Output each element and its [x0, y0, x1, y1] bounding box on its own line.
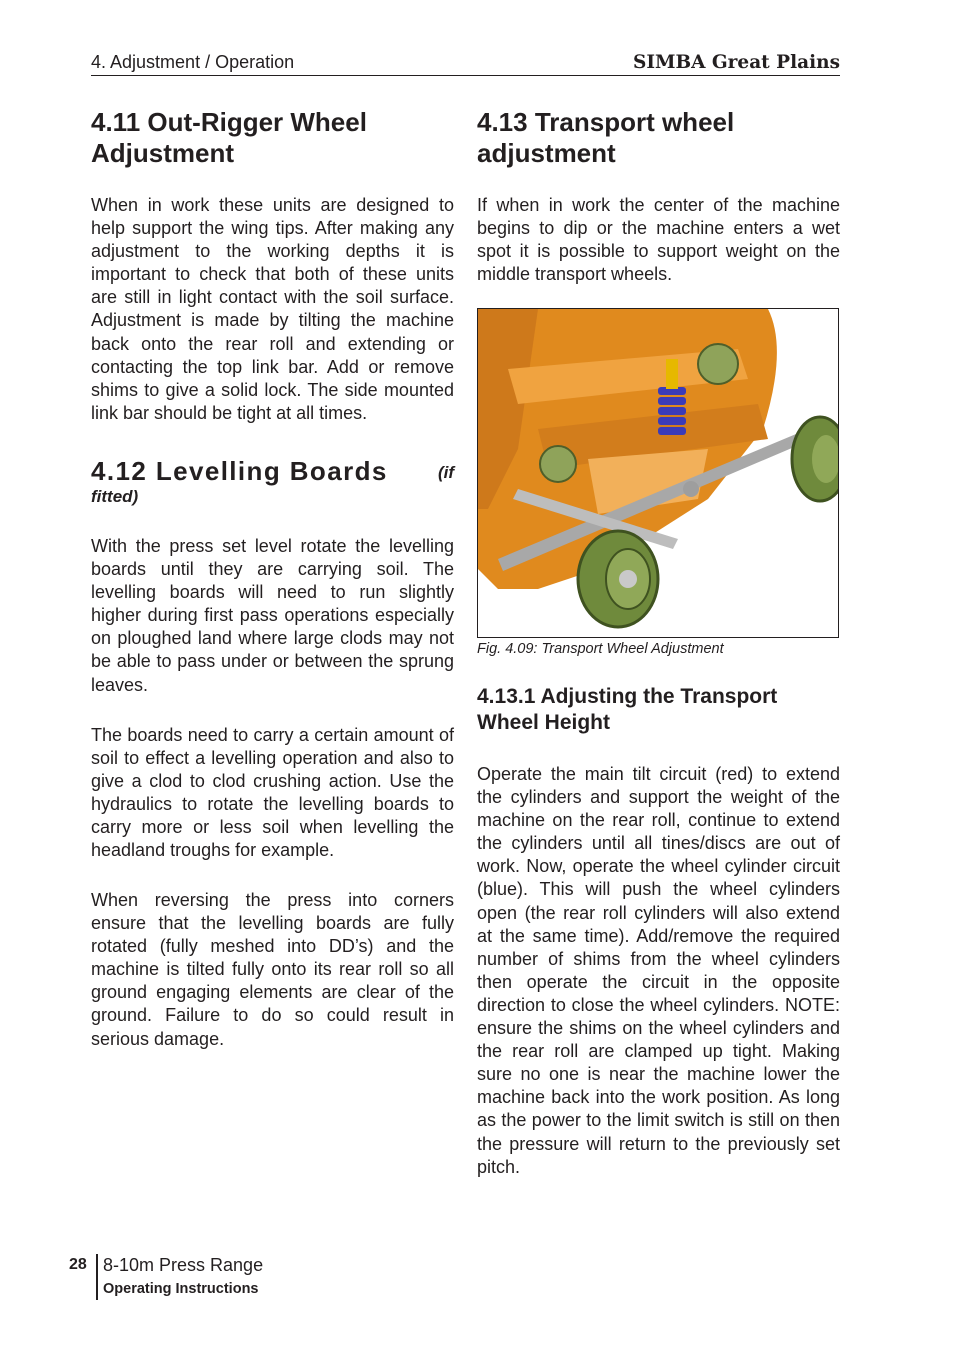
- footer-subtitle: Operating Instructions: [103, 1281, 259, 1297]
- section-4-12-title: 4.12 Levelling Boards: [91, 456, 388, 486]
- section-4-13-title: 4.13 Transport wheel adjustment: [477, 107, 735, 168]
- section-4-12-paragraph-2: The boards need to carry a certain amount of soil to effect a levelling operation and also to give a clod to clod crushing action. Use the hydraulics to rotate the levelling boards to carry more or less soil when levelling the headland troughs for example.: [91, 725, 454, 861]
- section-4-13-body: If when in work the center of the machine begins to dip or the machine enters a wet spot it is possible to support weight on the middle transport wheels.: [477, 195, 840, 285]
- section-4-12-paragraph-3: When reversing the press into corners ensure that the levelling boards are fully rotated (fully meshed into DD’s) and the machine is tilted fully onto its rear roll so all ground engaging elements are clear of the ground. Failure to do so could result in serious damage.: [91, 890, 454, 1049]
- transport-wheel-illustration: [478, 309, 838, 637]
- section-4-12-paragraph-1: With the press set level rotate the levelling boards until they are carrying soil. The levelling boards will need to run slightly higher during first pass operations especially on ploughed land where large clods may not be able to pass under or between the sprung leaves.: [91, 536, 454, 695]
- brand-logo: SIMBA Great Plains: [632, 52, 840, 73]
- section-4-11-body: When in work these units are designed to help support the wing tips. After making any adjustment to the working depths it is important to check that both of these units are still in light contact with the soil surface. Adjustment is made by tilting the machine back onto the rear roll and extending or contacting the top link bar. Add or remove shims to give a solid lock. The side mounted link bar should be tight at all times.: [91, 195, 454, 423]
- footer-divider: [96, 1254, 98, 1300]
- section-4-11-title: 4.11 Out-Rigger Wheel Adjustment: [91, 107, 367, 168]
- header-section-title: 4. Adjustment / Operation: [91, 52, 295, 72]
- section-4-13-1-body: Operate the main tilt circuit (red) to extend the cylinders and support the weight of the machine on the rear roll, continue to extend the cylinders until all tines/discs are out of work. Now, operate the wheel cylinder circuit (blue). This will push the wheel cylinders open (the rear roll cylinders will also extend at the same time). Add/remove the required number of shims from the wheel cylinders then operate the circuit in the opposite direction to close the wheel cylinders. NOTE: ensure the shims on the wheel cylinders and the rear roll are clamped up tight. Making sure no one is near the machine lower the machine back into the work position. As long as the power to the limit switch is still on then the pressure will return to the previously set pitch.: [477, 764, 840, 1177]
- page-number: 28: [69, 1256, 87, 1273]
- section-4-13-1-title: 4.13.1 Adjusting the Transport Wheel Height: [477, 685, 778, 734]
- section-4-12-subtitle-part2: fitted): [91, 487, 139, 506]
- transport-wheel-figure: [477, 308, 839, 638]
- header-rule: [91, 75, 840, 76]
- figure-caption: Fig. 4.09: Transport Wheel Adjustment: [477, 641, 724, 657]
- section-4-12-subtitle-part1: (if: [437, 463, 454, 482]
- section-4-12-heading: [91, 456, 454, 507]
- footer-title: 8-10m Press Range: [103, 1255, 264, 1275]
